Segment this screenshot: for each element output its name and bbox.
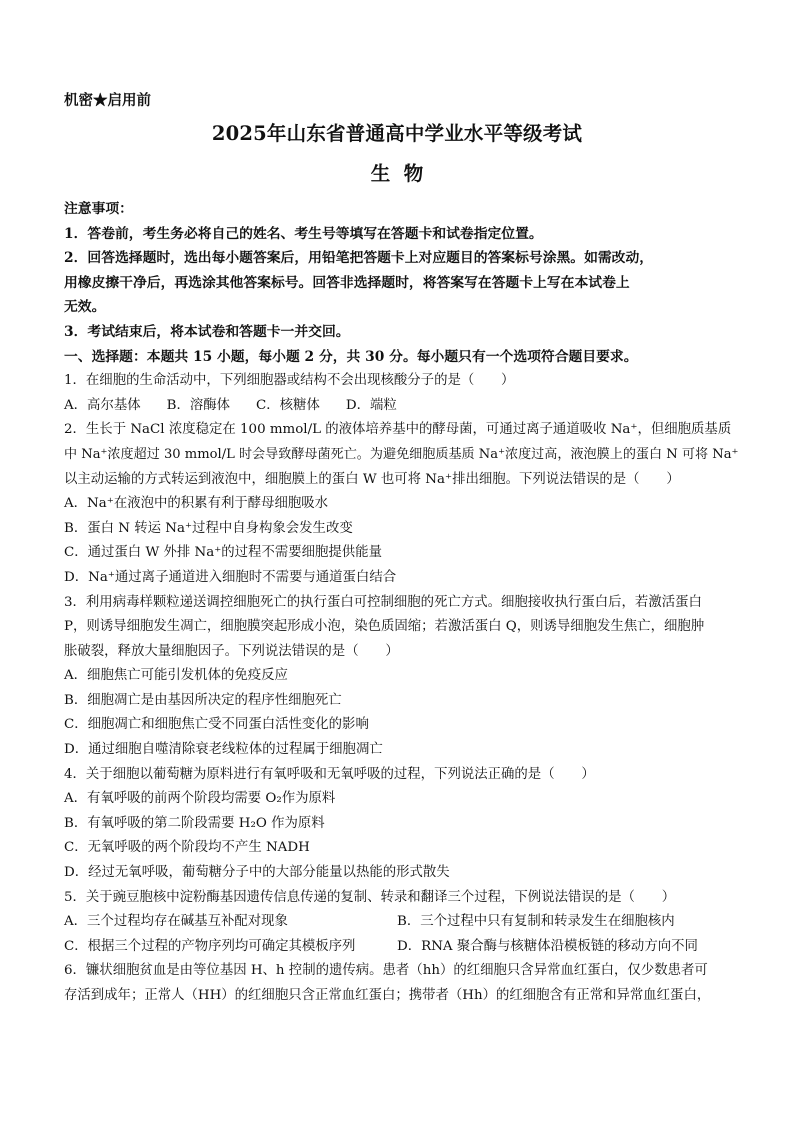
q5-options-row-2 bbox=[64, 935, 742, 960]
q1-option-a: A．高尔基体 bbox=[64, 397, 141, 413]
q5-option-c: C．根据三个过程的产物序列均可确定其模板序列 bbox=[64, 938, 356, 954]
q5-stem: 5．关于豌豆胞核中淀粉酶基因遗传信息传递的复制、转录和翻译三个过程，下例说法错误的是（ ） bbox=[64, 889, 676, 905]
q2-stem-line-2: 中 Na⁺浓度超过 30 mmol/L 时会导致酵母菌死亡。为避免细胞质基质 Na⁺浓度过高，液泡膜上的蛋白 N 可将 Na⁺ bbox=[64, 446, 739, 462]
q5-option-a: A．三个过程均存在碱基互补配对现象 bbox=[64, 914, 288, 930]
q3-stem-line-1: 3．利用病毒样颗粒递送调控细胞死亡的执行蛋白可控制细胞的死亡方式。细胞接收执行蛋白后，若激活蛋白 bbox=[64, 594, 702, 610]
q3-stem-line-3: 胀破裂，释放大量细胞因子。下列说法错误的是（ ） bbox=[64, 643, 399, 659]
q3-option-c: C．细胞凋亡和细胞焦亡受不同蛋白活性变化的影响 bbox=[64, 717, 369, 733]
q2-stem-line-3: 以主动运输的方式转运到液泡中，细胞膜上的蛋白 W 也可将 Na⁺排出细胞。下列说法错误的是（ ） bbox=[64, 471, 680, 487]
q6-stem-line-1: 6．镰状细胞贫血是由等位基因 H、h 控制的遗传病。患者（hh）的红细胞只含异常血红蛋白，仅少数患者可 bbox=[64, 963, 708, 979]
q5-option-d: D．RNA 聚合酶与核糖体沿模板链的移动方向不同 bbox=[397, 938, 698, 954]
q1-options bbox=[64, 394, 742, 419]
exam-title: 2025年山东省普通高中学业水平等级考试 bbox=[211, 122, 583, 145]
q5-options-row-1 bbox=[64, 910, 742, 935]
section-heading: 一、选择题：本题共 15 小题，每小题 2 分，共 30 分。每小题只有一个选项符合题目要求。 bbox=[64, 348, 638, 365]
q4-option-b: B．有氧呼吸的第二阶段需要 H₂O 作为原料 bbox=[64, 815, 325, 831]
notice-item-3: 3．考试结束后，将本试卷和答题卡一并交回。 bbox=[64, 323, 350, 340]
exam-body bbox=[64, 197, 742, 1009]
notice-item-2-line-1: 2．回答选择题时，选出每小题答案后，用铅笔把答题卡上对应题目的答案标号涂黑。如需改动， bbox=[64, 250, 654, 267]
notice-item-2-line-2: 用橡皮擦干净后，再选涂其他答案标号。回答非选择题时，将答案写在答题卡上写在本试卷上 bbox=[64, 274, 630, 291]
q1-option-b: B．溶酶体 bbox=[166, 397, 231, 413]
confidential-label: 机密★启用前 bbox=[64, 92, 151, 109]
q3-option-d: D．通过细胞自噬清除衰老线粒体的过程属于细胞凋亡 bbox=[64, 742, 383, 758]
q2-option-c: C．通过蛋白 W 外排 Na⁺的过程不需要细胞提供能量 bbox=[64, 545, 382, 561]
q2-option-d: D．Na⁺通过离子通道进入细胞时不需要与通道蛋白结合 bbox=[64, 569, 397, 585]
notice-item-2-line-3: 无效。 bbox=[64, 299, 106, 316]
q6-stem-line-2: 存活到成年；正常人（HH）的红细胞只含正常血红蛋白；携带者（Hh）的红细胞含有正常和异常血红蛋白， bbox=[64, 988, 711, 1003]
q5-option-b: B．三个过程中只有复制和转录发生在细胞核内 bbox=[397, 914, 675, 930]
q1-stem: 1．在细胞的生命活动中，下列细胞器或结构不会出现核酸分子的是（ ） bbox=[64, 373, 515, 389]
notice-item-1: 1．答卷前，考生务必将自己的姓名、考生号等填写在答题卡和试卷指定位置。 bbox=[64, 225, 543, 242]
q2-stem-line-1: 2．生长于 NaCl 浓度稳定在 100 mmol/L 的液体培养基中的酵母菌，可通过离子通道吸收 Na⁺，但细胞质基质 bbox=[64, 422, 732, 438]
q3-option-b: B．细胞凋亡是由基因所决定的程序性细胞死亡 bbox=[64, 692, 342, 708]
q3-stem-line-2: P，则诱导细胞发生凋亡，细胞膜突起形成小泡，染色质固缩；若激活蛋白 Q，则诱导细胞发生焦亡，细胞肿 bbox=[64, 619, 705, 635]
q1-option-d: D．端粒 bbox=[345, 397, 397, 413]
q4-option-c: C．无氧呼吸的两个阶段均不产生 NADH bbox=[64, 840, 310, 856]
q4-stem: 4．关于细胞以葡萄糖为原料进行有氧呼吸和无氧呼吸的过程，下列说法正确的是（ ） bbox=[64, 766, 595, 782]
q2-option-a: A．Na⁺在液泡中的积累有利于酵母细胞吸水 bbox=[64, 496, 329, 512]
q2-option-b: B．蛋白 N 转运 Na⁺过程中自身构象会发生改变 bbox=[64, 520, 353, 536]
subject-title: 生 物 bbox=[370, 162, 424, 185]
q1-option-c: C．核糖体 bbox=[256, 397, 320, 413]
q4-option-d: D．经过无氧呼吸，葡萄糖分子中的大部分能量以热能的形式散失 bbox=[64, 865, 450, 881]
notice-heading: 注意事项： bbox=[64, 201, 133, 217]
q3-option-a: A．细胞焦亡可能引发机体的免疫反应 bbox=[64, 668, 288, 684]
q4-option-a: A．有氧呼吸的前两个阶段均需要 O₂作为原料 bbox=[64, 791, 336, 807]
